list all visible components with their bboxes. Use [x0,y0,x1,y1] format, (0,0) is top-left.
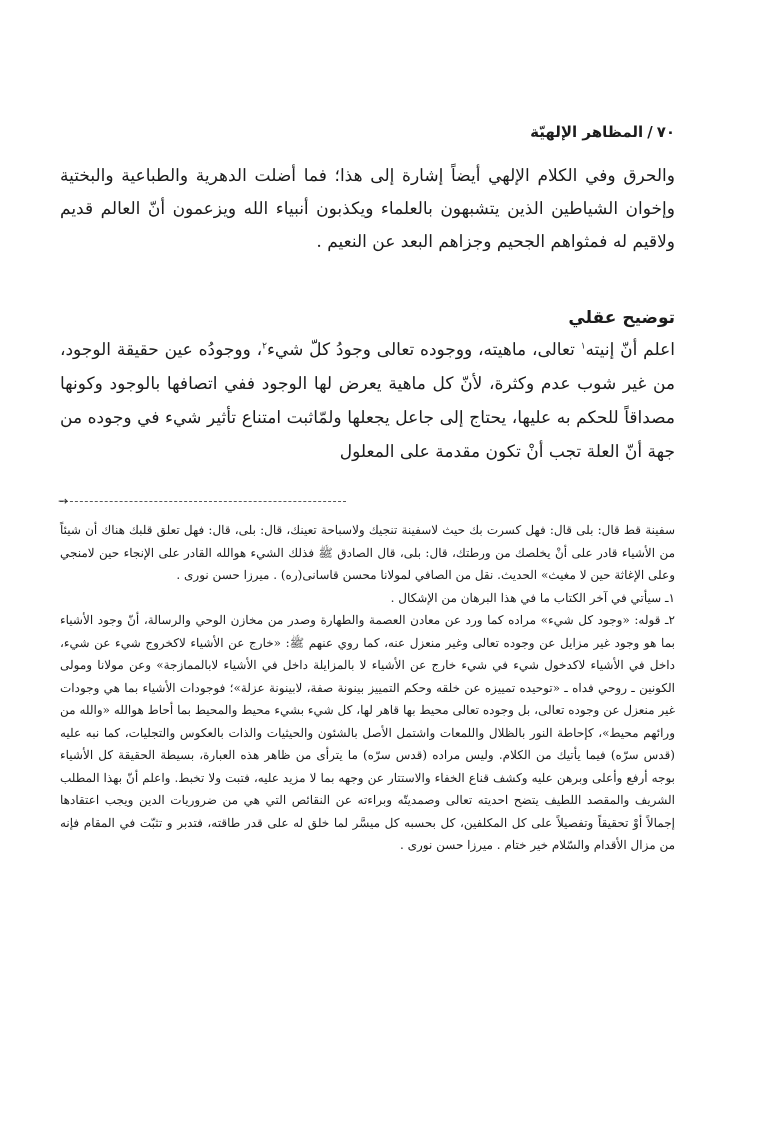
paragraph-2-text-c: ، ووجودُه عين حقيقة الوجود، من غير شوب عدم وكثرة، لأنّ كل ماهية يعرض لها الوجود ففي اتصافها بالوجود وكونها مصداقاً للحكم به عليها، يحتاج إلى جاعل يجعلها ولمّاثبت امتناع تأثير شيء في وجوده من جهة أنّ العلة تجب أنْ تكون مقدمة على المعلول [60,340,675,462]
footnote-ref-1: ١ [580,341,586,352]
book-title: المظاهر الإلهيّة [530,123,644,141]
section-title: توضيح عقلي [568,308,675,328]
continuation-arrow-icon: → [58,494,69,508]
paragraph-2-text-a: اعلم أنّ إنيته [585,340,675,360]
book-page [60,120,675,857]
paragraph-2-text-b: تعالى، ماهيته، ووجوده تعالى وجودُ كلّ شيء [266,340,581,360]
running-header [60,120,675,144]
footnote-carryover: سفينة قط قال: بلى قال: فهل كسرت بك حيث لاسفينة تنجيك ولاسباحة تعينك، قال: بلى، قال: فهل تعلق قلبك هناك أن شيئاً من الأشياء قادر على أنْ يخلصك من ورطتك، قال: بلى، قال الصادق ﷺ فذلك الشيء هوالله القادر على الإنجاء حين لامنجي وعلى الإغاثة حين لا مغيث» الحديث. نقل من الصافي لمولانا محسن قاسانى(ره) . ميرزا حسن نورى . [60,523,676,582]
body-paragraph-1: والحرق وفي الكلام الإلهي أيضاً إشارة إلى هذا؛ فما أضلت الدهرية والطباعية والبختية وإخوان الشياطين الذين يتشبهون بالعلماء ويكذبون أنبياء الله ويزعمون أنّ العالم قديم ولاقيم له فمثواهم الجحيم وجزاهم البعد عن النعيم . [60,166,675,252]
page-number: ٧٠ [656,123,675,141]
footnotes [60,519,675,857]
footnote-2: ٢ـ قوله: «وجود كل شيء» مراده كما ورد عن معادن العصمة والطهارة وصدر من مخازن الوحي والرسالة، أنّ وجود الأشياء بما هو وجود غير مزايل عن وجوده تعالى وغير منعزل عنه، كما روي عنهم ﷺ: «خارج عن الأشياء لاكخروج شيء عن شيء، داخل في الأشياء لاكدخول شيء في شيء خارج عن الأشياء لا بالمزايلة داخل في الأشياء لابالممازجة» وعن مولانا ومولى الكونين ـ روحي فداه ـ «توحيده تمييزه عن خلقه وحكم التمييز بينونة صفة، لابينونة عزلة»؛ فوجودات الأشياء بما هي وجودات غير منعزل عن وجوده تعالى، بل وجوده تعالى محيط بها قاهر لها، كل شيء بشيء محيط والمحيط بما أحاط هوالله «والله من ورائهم محيط»، كإحاطة النور بالظلال واللمعات واشتمل الأصل بالشئون والحيثيات والذات بالعكوس والتجليات، كما نبه عليه (قدس سرّه) فيما يأتيك من الكلام. وليس مراده (قدس سرّه) ما يترأى من ظاهر هذه العبارة، بسيطة الحقيقة كل الأشياء بوجه أرفع وأعلى وبرهن عليه وكشف قناع الخفاء والاستتار عن وجهه بما لا مزيد عليه، فتبت ولا تخبط. واعلم أنّ بهذا المطلب الشريف والمقصد اللطيف يتضح احديته تعالى وصمديتّه وبراءته عن النقائص التي هي من ضروريات الدين ويجب اعتقادها إجمالاً أوْ تحقيقاً وتفصيلاً على كل المكلفين، كل بحسبه كل ميسَّر لما خلق له على قدر طاقته، فتدبر و تثبّت في المقام فإنه من مزال الأقدام والسّلام خير ختام . ميرزا حسن نورى . [60,613,676,852]
footnote-rule [60,501,346,502]
main-text [60,160,675,469]
footnote-1: ١ـ سيأتي في آخر الكتاب ما في هذا البرهان من الإشكال . [390,590,675,605]
footnote-separator [60,493,675,513]
body-paragraph-2 [60,333,675,469]
footnote-ref-2: ٢ [262,341,267,352]
header-separator: / [647,123,653,141]
